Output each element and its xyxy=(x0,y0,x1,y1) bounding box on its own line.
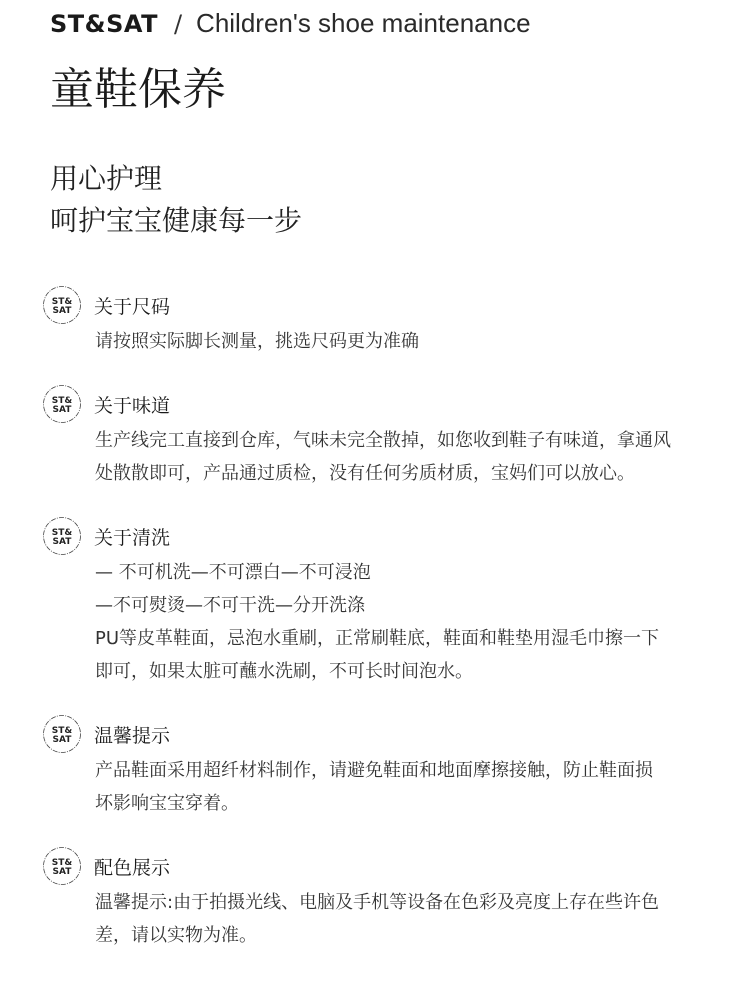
stamp-text-line-1: ST& xyxy=(51,528,73,538)
section-title: 关于尺码 xyxy=(94,295,171,318)
section-title: 温馨提示 xyxy=(94,724,171,747)
section-text-line: —不可熨烫—不可干洗—分开洗涤 xyxy=(95,595,365,616)
section-cleaning xyxy=(42,516,712,688)
stamp-text-line-2: SAT xyxy=(52,867,72,877)
brand-logo-text: ST&SAT xyxy=(50,10,158,38)
header-separator: / xyxy=(173,10,183,38)
section-text-line: 生产线完工直接到仓库，气味未完全散掉，如您收到鞋子有味道，拿通风 xyxy=(95,430,671,451)
brand-stamp-icon xyxy=(42,516,82,556)
section-size xyxy=(42,285,712,358)
page-title: 童鞋保养 xyxy=(50,64,226,115)
section-text-line: — 不可机洗—不可漂白—不可浸泡 xyxy=(95,562,371,583)
section-odor xyxy=(42,384,712,490)
header-subtitle: Children's shoe maintenance xyxy=(196,8,531,38)
page-header xyxy=(50,8,531,42)
tagline-line-2: 呵护宝宝健康每一步 xyxy=(50,204,303,237)
brand-stamp-icon xyxy=(42,384,82,424)
section-text-line: PU等皮革鞋面，忌泡水重刷，正常刷鞋底，鞋面和鞋垫用湿毛巾擦一下 xyxy=(95,628,660,649)
brand-stamp-icon xyxy=(42,714,82,754)
tagline-line-1: 用心护理 xyxy=(50,162,163,195)
stamp-text-line-2: SAT xyxy=(52,405,72,415)
brand-stamp-icon xyxy=(42,846,82,886)
stamp-text-line-1: ST& xyxy=(51,858,73,868)
section-title: 关于清洗 xyxy=(94,526,171,549)
section-text-line: 温馨提示:由于拍摄光线、电脑及手机等设备在色彩及亮度上存在些许色 xyxy=(95,892,660,913)
section-text-line: 差，请以实物为准。 xyxy=(95,925,257,946)
section-title: 关于味道 xyxy=(94,394,171,417)
section-tips xyxy=(42,714,712,820)
stamp-text-line-2: SAT xyxy=(52,735,72,745)
stamp-text-line-1: ST& xyxy=(51,297,73,307)
section-title: 配色展示 xyxy=(94,856,171,879)
brand-stamp-icon xyxy=(42,285,82,325)
tagline xyxy=(50,158,302,242)
section-text-line: 请按照实际脚长测量，挑选尺码更为准确 xyxy=(95,331,419,352)
section-colors xyxy=(42,846,712,952)
section-text-line: 即可，如果太脏可蘸水洗刷，不可长时间泡水。 xyxy=(95,661,473,682)
stamp-text-line-1: ST& xyxy=(51,396,73,406)
stamp-text-line-2: SAT xyxy=(52,537,72,547)
stamp-text-line-1: ST& xyxy=(51,726,73,736)
section-text-line: 产品鞋面采用超纤材料制作，请避免鞋面和地面摩擦接触，防止鞋面损 xyxy=(95,760,653,781)
section-text-line: 处散散即可，产品通过质检，没有任何劣质材质，宝妈们可以放心。 xyxy=(95,463,635,484)
stamp-text-line-2: SAT xyxy=(52,306,72,316)
section-text-line: 坏影响宝宝穿着。 xyxy=(95,793,239,814)
